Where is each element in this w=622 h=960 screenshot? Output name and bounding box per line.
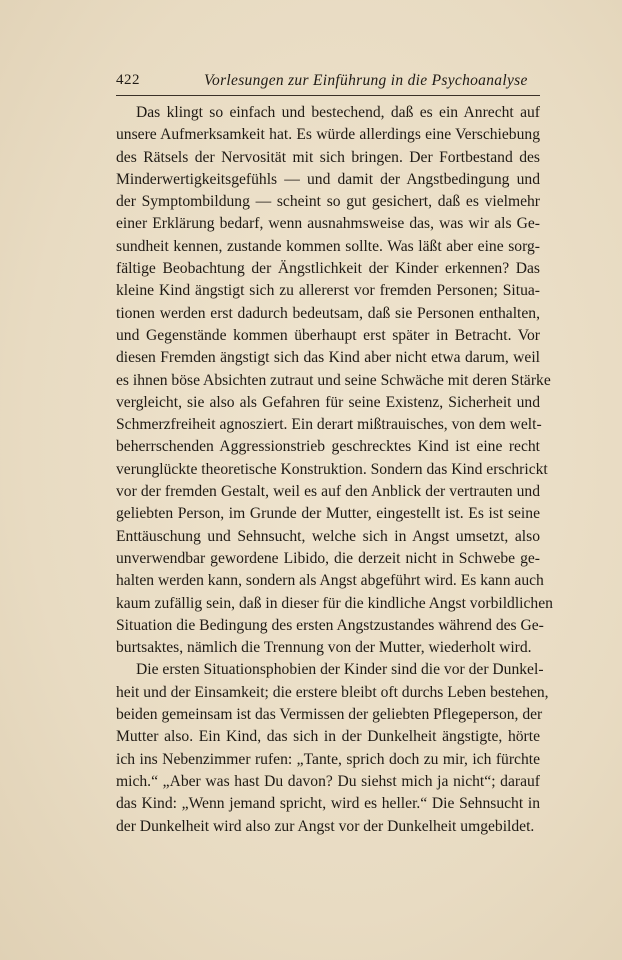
text-line: kaum zufällig sein, daß in dieser für die kindliche Angst vorbildlichen [116, 594, 553, 612]
text-line: Mutter also. Ein Kind, das sich in der Dunkelheit ängstigte, hörte [116, 728, 540, 746]
header-rule [116, 95, 540, 96]
text-line: Die ersten Situationsphobien der Kinder sind die vor der Dunkel- [136, 661, 544, 679]
paragraph-1 [116, 102, 553, 659]
text-line: vor der fremden Gestalt, weil es auf den Anblick der vertrauten und [116, 483, 540, 501]
text-line: der Symptombildung — scheint so gut gesichert, daß es vielmehr [116, 193, 540, 211]
text-line: vergleicht, sie also als Gefahren für seine Existenz, Sicherheit und [116, 393, 540, 411]
text-line: einer Erklärung bedarf, wenn ausnahmsweise das, was wir als Ge- [116, 215, 540, 233]
text-line: tionen werden erst dadurch bedeutsam, daß sie Personen enthalten, [116, 304, 540, 322]
text-line: unsere Aufmerksamkeit hat. Es würde allerdings eine Verschiebung [116, 126, 540, 144]
text-line: fältige Beobachtung der Ängstlichkeit der Kinder erkennen? Das [116, 260, 540, 278]
text-line: Minderwertigkeitsgefühls — und damit der Angstbedingung und [116, 170, 540, 188]
text-line: kleine Kind ängstigt sich zu allererst vor fremden Personen; Situa- [116, 282, 540, 300]
text-line: geliebten Person, im Grunde der Mutter, eingestellt ist. Es ist seine [116, 505, 540, 523]
paragraph-2 [116, 659, 549, 837]
text-line: ich ins Nebenzimmer rufen: „Tante, sprich doch zu mir, ich fürchte [116, 750, 540, 768]
text-line: burtsaktes, nämlich die Trennung von der Mutter, wiederholt wird. [116, 639, 532, 657]
text-line: des Rätsels der Nervosität mit sich bringen. Der Fortbestand des [116, 148, 540, 166]
text-line: Enttäuschung und Sehnsucht, welche sich in Angst umsetzt, also [116, 527, 540, 545]
page-number: 422 [116, 72, 140, 88]
running-title: Vorlesungen zur Einführung in die Psychoanalyse [204, 72, 528, 89]
text-line: Das klingt so einfach und bestechend, daß es ein Anrecht auf [136, 104, 540, 121]
text-line: unverwendbar gewordene Libido, die derzeit nicht in Schwebe ge- [116, 549, 540, 567]
page-header [116, 72, 536, 94]
body-text [116, 102, 553, 838]
text-line: sundheit kennen, zustande kommen sollte. Was läßt aber eine sorg- [116, 237, 540, 255]
text-line: beherrschenden Aggressionstrieb geschrecktes Kind ist eine recht [116, 438, 540, 456]
text-line: und Gegenstände kommen überhaupt erst später in Betracht. Vor [116, 326, 540, 344]
text-line: das Kind: „Wenn jemand spricht, wird es heller.“ Die Sehnsucht in [116, 795, 540, 813]
text-line: Situation die Bedingung des ersten Angstzustandes während des Ge- [116, 616, 544, 634]
text-line: mich.“ „Aber was hast Du davon? Du siehst mich ja nicht“; darauf [116, 772, 540, 790]
text-line: heit und der Einsamkeit; die erstere bleibt oft durchs Leben bestehen, [116, 683, 549, 701]
text-line: diesen Fremden ängstigt sich das Kind aber nicht etwa darum, weil [116, 349, 540, 367]
text-line: es ihnen böse Absichten zutraut und seine Schwäche mit deren Stärke [116, 371, 551, 389]
text-line: der Dunkelheit wird also zur Angst vor der Dunkelheit umgebildet. [116, 817, 535, 835]
text-line: beiden gemeinsam ist das Vermissen der geliebten Pflegeperson, der [116, 706, 543, 724]
text-line: Schmerzfreiheit agnosziert. Ein derart mißtrauisches, von dem welt- [116, 416, 542, 434]
text-line: verunglückte theoretische Konstruktion. Sondern das Kind erschrickt [116, 460, 548, 478]
text-line: halten werden kann, sondern als Angst abgeführt wird. Es kann auch [116, 572, 544, 590]
